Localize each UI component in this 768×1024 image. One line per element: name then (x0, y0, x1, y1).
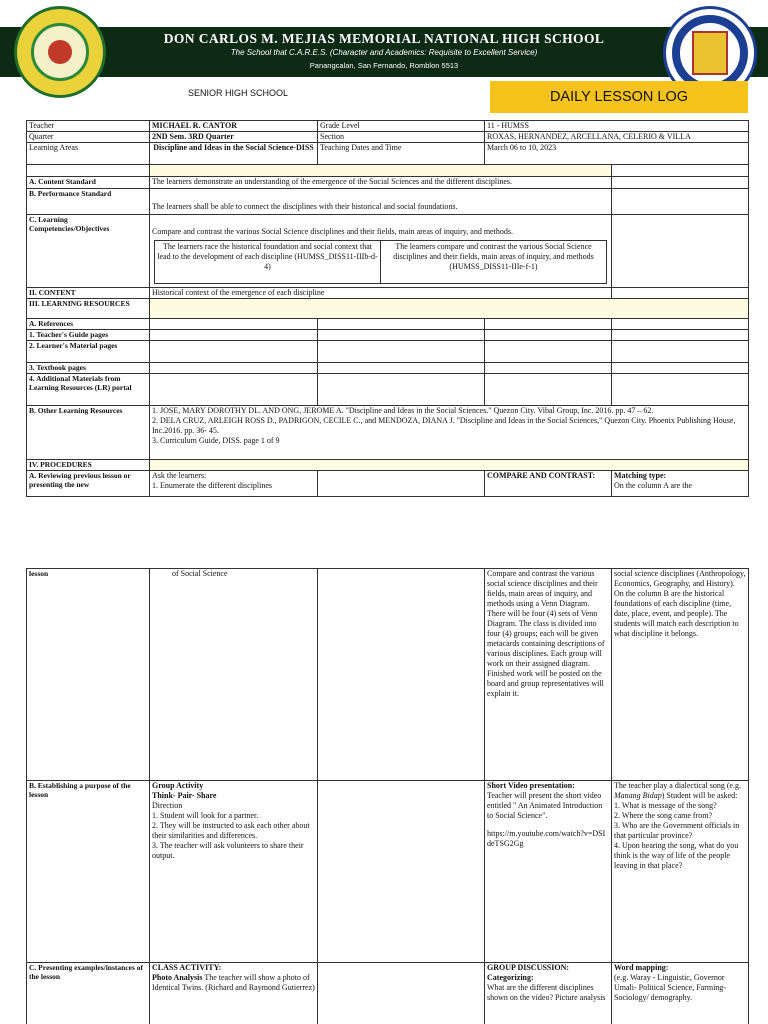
song-title: Manang Bidap (614, 791, 662, 800)
competencies-cell (150, 215, 612, 288)
song-intro-2: ) Student will be asked: (661, 791, 738, 800)
purpose-label: B. Establishing a purpose of the lesson (27, 781, 150, 963)
table-row (27, 471, 749, 497)
references-label: A. References (27, 319, 150, 330)
discussion-cell (485, 963, 612, 1024)
page-2 (0, 560, 768, 1024)
song-q4: 4. Upon hearing the song, what do you think is the way of life of the people leaving in that place? (614, 841, 739, 870)
matching-cell-top (612, 471, 749, 497)
table-row (27, 341, 749, 363)
resource-3: 3. Curriculum Guide, DISS. page 1 of 9 (152, 436, 280, 445)
areas-value: Discipline and Ideas in the Social Science-DISS (150, 143, 318, 165)
content-standard-text: The learners demonstrate an understanding of the emergence of the Social Sciences and the different disciplines. (150, 177, 612, 189)
discussion-head: GROUP DISCUSSION: (487, 963, 570, 972)
song-intro (614, 781, 746, 801)
presenting-label: C. Presenting examples/instances of the lesson (27, 963, 150, 1024)
ref-lr-portal: 4. Additional Materials from Learning Resources (LR) portal (27, 374, 150, 406)
table-row (27, 460, 749, 471)
video-cell (485, 781, 612, 963)
song-q3: 3. Who are the Government officials in that particular province? (614, 821, 740, 840)
direction-step-1: 1. Student will look for a partner. (152, 811, 259, 820)
quarter-value: 2ND Sem. 3RD Quarter (150, 132, 318, 143)
other-resources-label: B. Other Learning Resources (27, 406, 150, 460)
compare-text: Compare and contrast the various social science disciplines and their fields, main areas of inquiry, and methods using a Venn Diagram. There will be four (4) sets of Venn Diagram. The class is divided into four (4) groups; each will be given metacards containing descriptions of various disciplines. Each group will work on their assigned diagram. Finished work will be posted on the board and group representatives will explain it. (485, 569, 612, 781)
page-gap (0, 520, 768, 560)
table-row (27, 299, 749, 319)
table-row (27, 132, 749, 143)
content-label: II. CONTENT (27, 288, 150, 299)
ref-tg: 1. Teacher's Guide pages (27, 330, 150, 341)
grade-label: Grade Level (318, 121, 485, 132)
competencies-text: Compare and contrast the various Social Science disciplines and their fields, main areas of inquiry, and methods. (152, 227, 513, 236)
grade-value: 11 - HUMSS (485, 121, 749, 132)
school-address: Panangcalan, San Fernando, Romblon 5513 (309, 61, 459, 70)
table-row (27, 121, 749, 132)
table-row (27, 330, 749, 341)
presenting-col1 (150, 963, 318, 1024)
lesson-log-table (26, 120, 749, 497)
categorizing: Categorizing: (487, 973, 534, 982)
performance-standard-label: B. Performance Standard (27, 189, 150, 215)
table-row (27, 215, 749, 288)
compare-head: COMPARE AND CONTRAST: (485, 471, 612, 497)
video-text: Teacher will present the short video entitled " An Animated Introduction to Social Science". (487, 791, 603, 820)
wordmap-cell (612, 963, 749, 1024)
table-row (27, 319, 749, 330)
song-intro-1: The teacher play a dialectical song (e.g. (614, 781, 742, 790)
school-banner (0, 27, 768, 77)
resources-label: III. LEARNING RESOURCES (27, 299, 150, 319)
letterhead (0, 0, 768, 130)
table-row (27, 406, 749, 460)
review-step-1: 1. Enumerate the different disciplines (152, 481, 273, 490)
section-value: ROXAS, HERNANDEZ, ARCELLANA, CELERIO & VILLA (485, 132, 749, 143)
teacher-label: Teacher (27, 121, 150, 132)
section-label: Section (318, 132, 485, 143)
school-tagline: The School that C.A.R.E.S. (Character and Academics: Requisite to Excellent Service) (230, 48, 538, 57)
table-row (27, 143, 749, 165)
areas-label: Learning Areas (27, 143, 150, 165)
matching-text: social science disciplines (Anthropology, Economics, Geography, and History). On the column B are the historical foundations of each discipline (time, date, place, event, and people). The students will match each description to what discipline it belongs. (612, 569, 749, 781)
objectives-box (154, 240, 607, 284)
table-row (27, 165, 749, 177)
procedures-label: IV. PROCEDURES (27, 460, 150, 471)
photo-analysis: Photo Analysis (152, 973, 203, 982)
song-q1: 1. What is message of the song? (614, 801, 717, 810)
dates-label: Teaching Dates and Time (318, 143, 485, 165)
direction-step-3: 3. The teacher will ask volunteers to share their output. (152, 841, 304, 860)
competencies-label: C. Learning Competencies/Objectives (27, 215, 150, 288)
matching-line-1: On the column A are the (614, 481, 692, 490)
wordmap-text: (e.g. Waray - Linguistic, Governor Umali- Political Science, Farming- Sociology/ demography. (614, 973, 726, 1002)
table-row (27, 288, 749, 299)
table-row (27, 569, 749, 781)
song-q2: 2. Where the song came from? (614, 811, 713, 820)
objective-2: The learners compare and contrast the various Social Science disciplines and their fields, main areas of inquiry, and methods (HUMSS_DISS11-IIIe-f-1) (380, 241, 606, 283)
quarter-label: Quarter (27, 132, 150, 143)
table-row (27, 781, 749, 963)
direction-step-2: 2. They will be instructed to ask each other about their similarities and differences. (152, 821, 310, 840)
photo-analysis-text: The teacher will show a photo of Identical Twins. (Richard and Raymond Gutierrez) (152, 973, 315, 992)
review-label-cont: lesson (27, 569, 150, 781)
purpose-col1 (150, 781, 318, 963)
other-resources-cell (150, 406, 749, 460)
wordmap-head: Word mapping: (614, 963, 669, 972)
content-text: Historical context of the emergence of each discipline (150, 288, 612, 299)
matching-head: Matching type: (614, 471, 667, 480)
direction-label: Direction (152, 801, 183, 810)
review-step-1-cont: of Social Science (150, 569, 318, 781)
objective-1: The learners race the historical foundation and social context that lead to the development of each discipline (HUMSS_DISS11-IIIb-d-4) (157, 242, 378, 271)
school-name: DON CARLOS M. MEJIAS MEMORIAL NATIONAL HIGH SCHOOL (163, 31, 605, 46)
dates-value: March 06 to 10, 2023 (485, 143, 749, 165)
ref-textbook: 3. Textbook pages (27, 363, 150, 374)
teacher-value: MICHAEL R. CANTOR (150, 121, 318, 132)
table-row (27, 363, 749, 374)
content-standard-label: A. Content Standard (27, 177, 150, 189)
discussion-text: What are the different disciplines shown on the video? Picture analysis (487, 983, 606, 1002)
think-pair-share: Think- Pair- Share (152, 791, 217, 800)
class-activity-head: CLASS ACTIVITY: (152, 963, 222, 972)
level-label: SENIOR HIGH SCHOOL (188, 88, 289, 98)
table-row (27, 177, 749, 189)
resource-1: 1. JOSE, MARY DOROTHY DL. AND ONG, JEROME A. "Discipline and Ideas in the Social Sciences." Quezon City. Vibal Group, Inc. 2016. pp. 47 – 62. (152, 406, 654, 415)
performance-standard-text: The learners shall be able to connect the disciplines with their historical and social foundations. (150, 189, 612, 215)
review-ask: Ask the learners: (152, 471, 207, 480)
school-seal-icon (14, 6, 106, 98)
ref-lm: 2. Learner's Material pages (27, 341, 150, 363)
group-activity-head: Group Activity (152, 781, 204, 790)
table-row (27, 963, 749, 1024)
lesson-log-table-cont (26, 568, 749, 1024)
doc-title: DAILY LESSON LOG (490, 81, 748, 113)
table-row (27, 374, 749, 406)
table-row (27, 189, 749, 215)
review-col1 (150, 471, 318, 497)
song-cell (612, 781, 749, 963)
video-link[interactable]: https://m.youtube.com/watch?v=DSIdeTSG2Gg (487, 829, 606, 848)
video-head: Short Video presentation: (487, 781, 575, 790)
review-label: A. Reviewing previous lesson or presenting the new (27, 471, 150, 497)
resource-2: 2. DELA CRUZ, ARLEIGH ROSS D., PADRIGON, CECILE C., and MENDOZA, DIANA J. "Discipline and Ideas in the Social Sciences," Quezon City. Phoenix Publishing House, Inc.2016. pp. 36- 45. (152, 416, 736, 435)
